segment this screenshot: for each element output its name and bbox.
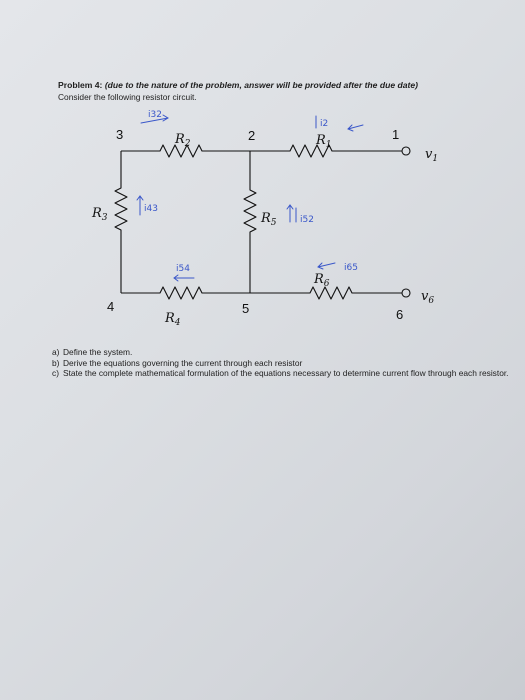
wire-bottom — [121, 287, 402, 299]
arrow-i12 — [348, 125, 363, 131]
terminal-v6 — [402, 289, 410, 297]
resistor-label-r1: $R_1$ — [316, 133, 332, 150]
hand-label-i32: i32 — [148, 110, 162, 120]
arrow-i54 — [174, 275, 194, 281]
node-label-3: 3 — [116, 127, 124, 142]
resistor-label-r6: $R_6$ — [314, 272, 330, 289]
question-text: Define the system. — [63, 347, 133, 357]
question-mark: a) — [52, 347, 60, 357]
voltage-label-v6: $v_6$ — [421, 289, 435, 306]
hand-label-i43: i43 — [144, 204, 158, 214]
resistor-label-r3: $R_3$ — [92, 206, 108, 223]
problem-intro: Consider the following resistor circuit. — [58, 92, 197, 102]
resistor-label-r5: $R_5$ — [261, 211, 277, 228]
wire-middle — [244, 151, 256, 293]
resistor-label-r2: $R_2$ — [175, 132, 191, 149]
hand-label-i12: i2 — [320, 119, 329, 129]
terminal-v1 — [402, 147, 410, 155]
hand-label-i65: i65 — [344, 263, 358, 273]
node-label-4: 4 — [107, 299, 115, 314]
arrow-i43 — [137, 196, 143, 215]
resistor-label-r4: $R_4$ — [165, 311, 181, 328]
question-b — [52, 358, 512, 369]
problem-label: Problem 4: — [58, 80, 103, 90]
hand-label-i54: i54 — [176, 264, 190, 274]
node-label-2: 2 — [248, 128, 256, 143]
wire-left — [115, 151, 127, 293]
question-text: Derive the equations governing the current through each resistor — [63, 357, 303, 368]
question-a — [52, 347, 512, 358]
question-c — [52, 368, 512, 379]
node-label-6: 6 — [396, 307, 404, 322]
voltage-label-v1: $v_1$ — [425, 147, 439, 164]
node-label-5: 5 — [242, 301, 250, 316]
question-list — [52, 347, 512, 379]
arrow-i65 — [318, 263, 335, 269]
wire-top — [121, 145, 402, 157]
node-label-1: 1 — [392, 127, 400, 142]
hand-label-i52: i52 — [300, 215, 314, 225]
question-mark: b) — [52, 357, 60, 368]
question-text: State the complete mathematical formulation of the equations necessary to determine current flow through each resistor. — [63, 368, 509, 378]
problem-note: (due to the nature of the problem, answer will be provided after the due date) — [104, 80, 419, 90]
question-mark: c) — [52, 368, 59, 378]
arrow-i52 — [287, 205, 293, 222]
